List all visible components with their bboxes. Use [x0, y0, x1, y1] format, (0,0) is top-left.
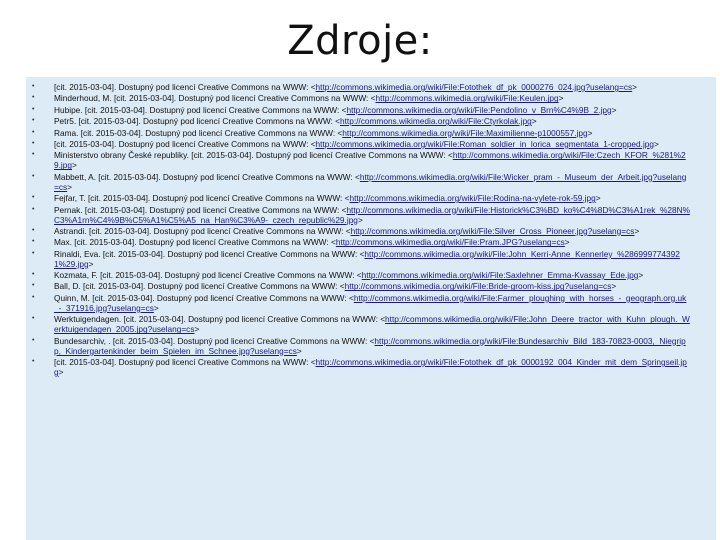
reference-item — [30, 249, 690, 269]
reference-tail: > — [296, 345, 302, 356]
bullet-icon: • — [32, 336, 35, 344]
reference-text: [cit. 2015-03-04]. Dostupný pod licencí Creative Commons na WWW: < — [54, 357, 316, 368]
reference-item — [30, 336, 690, 356]
reference-link[interactable]: http://commons.wikimedia.org/wiki/File:Roman_soldier_in_lorica_segmentata_1-cropped.jpg — [315, 138, 655, 149]
reference-tail: > — [611, 281, 617, 292]
reference-tail: > — [58, 367, 64, 378]
reference-link[interactable]: http://commons.wikimedia.org/wiki/File:Maximilienne-p1000557.jpg — [342, 127, 588, 138]
bullet-icon: • — [32, 271, 35, 279]
reference-tail: > — [67, 181, 73, 192]
bullet-icon: • — [32, 117, 35, 125]
reference-text: Rama. [cit. 2015-03-04]. Dostupný pod licencí Creative Commons na WWW: < — [54, 127, 343, 138]
reference-text: Ball, D. [cit. 2015-03-04]. Dostupný pod licencí Creative Commons na WWW: < — [54, 281, 345, 292]
bullet-icon: • — [32, 315, 35, 323]
reference-item — [30, 116, 690, 126]
bullet-icon: • — [32, 105, 35, 113]
reference-text: Minderhoud, M. [cit. 2015-03-04]. Dostupný pod licencí Creative Commons na WWW: < — [54, 93, 376, 104]
reference-link[interactable]: http://commons.wikimedia.org/wiki/File:Farmer_ploughing_with_horses_-_geograph.org.uk_-_371916.jpg?uselang=cs — [54, 292, 687, 313]
reference-tail: > — [153, 302, 159, 313]
reference-text: [cit. 2015-03-04]. Dostupný pod licencí Creative Commons na WWW: < — [54, 138, 316, 149]
reference-link[interactable]: http://commons.wikimedia.org/wiki/File:Czech_KFOR_%281%29.jpg — [54, 150, 686, 171]
reference-text: Werktuigendagen. [cit. 2015-03-04]. Dostupný pod licencí Creative Commons na WWW: < — [54, 314, 386, 325]
reference-tail: > — [654, 138, 659, 149]
slide-title: Zdroje: — [287, 18, 433, 64]
bullet-icon: • — [32, 226, 35, 234]
reference-tail: > — [634, 225, 640, 236]
reference-item — [30, 82, 690, 92]
reference-item — [30, 357, 690, 377]
reference-text: Astrandi. [cit. 2015-03-04]. Dostupný pod licencí Creative Commons na WWW: < — [54, 225, 351, 236]
bullet-icon: • — [32, 249, 35, 257]
reference-link[interactable]: http://commons.wikimedia.org/wiki/File:Silver_Cross_Pioneer.jpg?uselang=cs — [350, 225, 635, 236]
reference-link[interactable]: http://commons.wikimedia.org/wiki/File:Fotothek_df_pk_0000192_004_Kinder_mit_dem_Springseil.jpg — [54, 357, 687, 378]
reference-link[interactable]: http://commons.wikimedia.org/wiki/File:Rodina-na-vylete-rok-59.jpg — [349, 193, 596, 204]
reference-text: Ministerstvo obrany České republiky. [cit. 2015-03-04]. Dostupný pod licencí Creative Commons na WWW: < — [54, 150, 453, 161]
bullet-icon: • — [32, 194, 35, 202]
reference-link[interactable]: http://commons.wikimedia.org/wiki/File:Wicker_pram_-_Museum_der_Arbeit.jpg?uselang=cs — [54, 171, 687, 192]
reference-tail: > — [72, 160, 77, 171]
reference-text: Rinaldi, Eva. [cit. 2015-03-04]. Dostupný pod licencí Creative Commons na WWW: < — [54, 248, 365, 259]
reference-text: Mabbett, A. [cit. 2015-03-04]. Dostupný pod licencí Creative Commons na WWW: < — [54, 171, 360, 182]
reference-tail: > — [531, 116, 537, 127]
reference-text: Pernak. [cit. 2015-03-04]. Dostupný pod licencí Creative Commons na WWW: < — [54, 204, 347, 215]
bullet-icon: • — [32, 83, 35, 90]
reference-link[interactable]: http://commons.wikimedia.org/wiki/File:Saxlehner_Emma-Kvassay_Ede.jpg — [361, 270, 639, 281]
reference-link[interactable]: http://commons.wikimedia.org/wiki/File:John_Deere_tractor_with_Kuhn_plough._Werktuigendagen_2005.jpg?uselang=cs — [54, 314, 690, 335]
reference-link[interactable]: http://commons.wikimedia.org/wiki/File:Keulen.jpg — [375, 93, 559, 104]
bullet-icon: • — [32, 358, 35, 366]
reference-text: [cit. 2015-03-04]. Dostupný pod licencí Creative Commons na WWW: < — [54, 82, 316, 92]
reference-link[interactable]: http://commons.wikimedia.org/wiki/File:Bundesarchiv_Bild_183-70823-0003,_Niegripp,_Kindergartenkinder_beim_Spielen_im_Schnee.jpg?uselang=cs — [54, 335, 686, 356]
reference-text: Max. [cit. 2015-03-04]. Dostupný pod licencí Creative Commons na WWW: < — [54, 237, 336, 248]
reference-link[interactable]: http://commons.wikimedia.org/wiki/File:Fotothek_df_pk_0000276_024.jpg?uselang=cs — [315, 82, 633, 92]
reference-item — [30, 270, 690, 280]
reference-tail: > — [611, 104, 617, 115]
bullet-icon: • — [32, 205, 35, 213]
reference-tail: > — [564, 237, 570, 248]
bullet-icon: • — [32, 94, 35, 102]
reference-tail: > — [638, 270, 644, 281]
reference-tail: > — [88, 258, 94, 269]
reference-item — [30, 105, 690, 115]
reference-list — [30, 82, 690, 378]
reference-item — [30, 281, 690, 291]
reference-item — [30, 193, 690, 203]
reference-text: Bundesarchiv, . [cit. 2015-03-04]. Dostupný pod licencí Creative Commons na WWW: < — [54, 335, 375, 346]
reference-tail: > — [595, 193, 601, 204]
reference-text: Petr5. [cit. 2015-03-04]. Dostupný pod licencí Creative Commons na WWW: < — [54, 116, 340, 127]
reference-tail: > — [558, 93, 564, 104]
reference-item — [30, 205, 690, 225]
reference-link[interactable]: http://commons.wikimedia.org/wiki/File:Ctyrkolak.jpg — [339, 116, 532, 127]
reference-item — [30, 172, 690, 192]
reference-tail: > — [587, 127, 593, 138]
reference-item — [30, 226, 690, 236]
reference-tail: > — [632, 82, 638, 92]
bullet-icon: • — [32, 293, 35, 301]
bullet-icon: • — [32, 128, 35, 136]
reference-link[interactable]: http://commons.wikimedia.org/wiki/File:Historick%C3%BD_ko%C4%8D%C3%A1rek_%28N%C3%A1rn%C4%9B%C5%A1%C5%A5_na_Han%C3%A9-_czech_republic%29.jpg — [54, 204, 690, 225]
bullet-icon: • — [32, 238, 35, 246]
reference-item — [30, 93, 690, 103]
bullet-icon: • — [32, 151, 35, 159]
reference-link[interactable]: http://commons.wikimedia.org/wiki/File:Pram.JPG?uselang=cs — [335, 237, 565, 248]
reference-tail: > — [357, 214, 363, 225]
reference-item — [30, 314, 690, 334]
bullet-icon: • — [32, 172, 35, 180]
reference-link[interactable]: http://commons.wikimedia.org/wiki/File:Bride-groom-kiss.jpg?uselang=cs — [344, 281, 612, 292]
reference-link[interactable]: http://commons.wikimedia.org/wiki/File:John_Kerri-Anne_Kennerley_%2869997743921%29.jpg — [54, 248, 680, 269]
reference-item — [30, 293, 690, 313]
reference-item — [30, 139, 690, 149]
reference-tail: > — [194, 324, 200, 335]
reference-item — [30, 128, 690, 138]
reference-item — [30, 150, 690, 170]
bullet-icon: • — [32, 139, 35, 147]
reference-item — [30, 237, 690, 247]
reference-text: Quinn, M. [cit. 2015-03-04]. Dostupný pod licencí Creative Commons na WWW: < — [54, 292, 354, 303]
reference-text: Fejfar, T. [cit. 2015-03-04]. Dostupný pod licencí Creative Commons na WWW: < — [54, 193, 350, 204]
reference-link[interactable]: http://commons.wikimedia.org/wiki/File:Pendolino_v_Brn%C4%9B_2.jpg — [346, 104, 612, 115]
bullet-icon: • — [32, 282, 35, 290]
reference-text: Hubipe. [cit. 2015-03-04]. Dostupný pod licencí Creative Commons na WWW: < — [54, 104, 347, 115]
reference-text: Kozmata, F. [cit. 2015-03-04]. Dostupný pod licencí Creative Commons na WWW: < — [54, 270, 362, 281]
